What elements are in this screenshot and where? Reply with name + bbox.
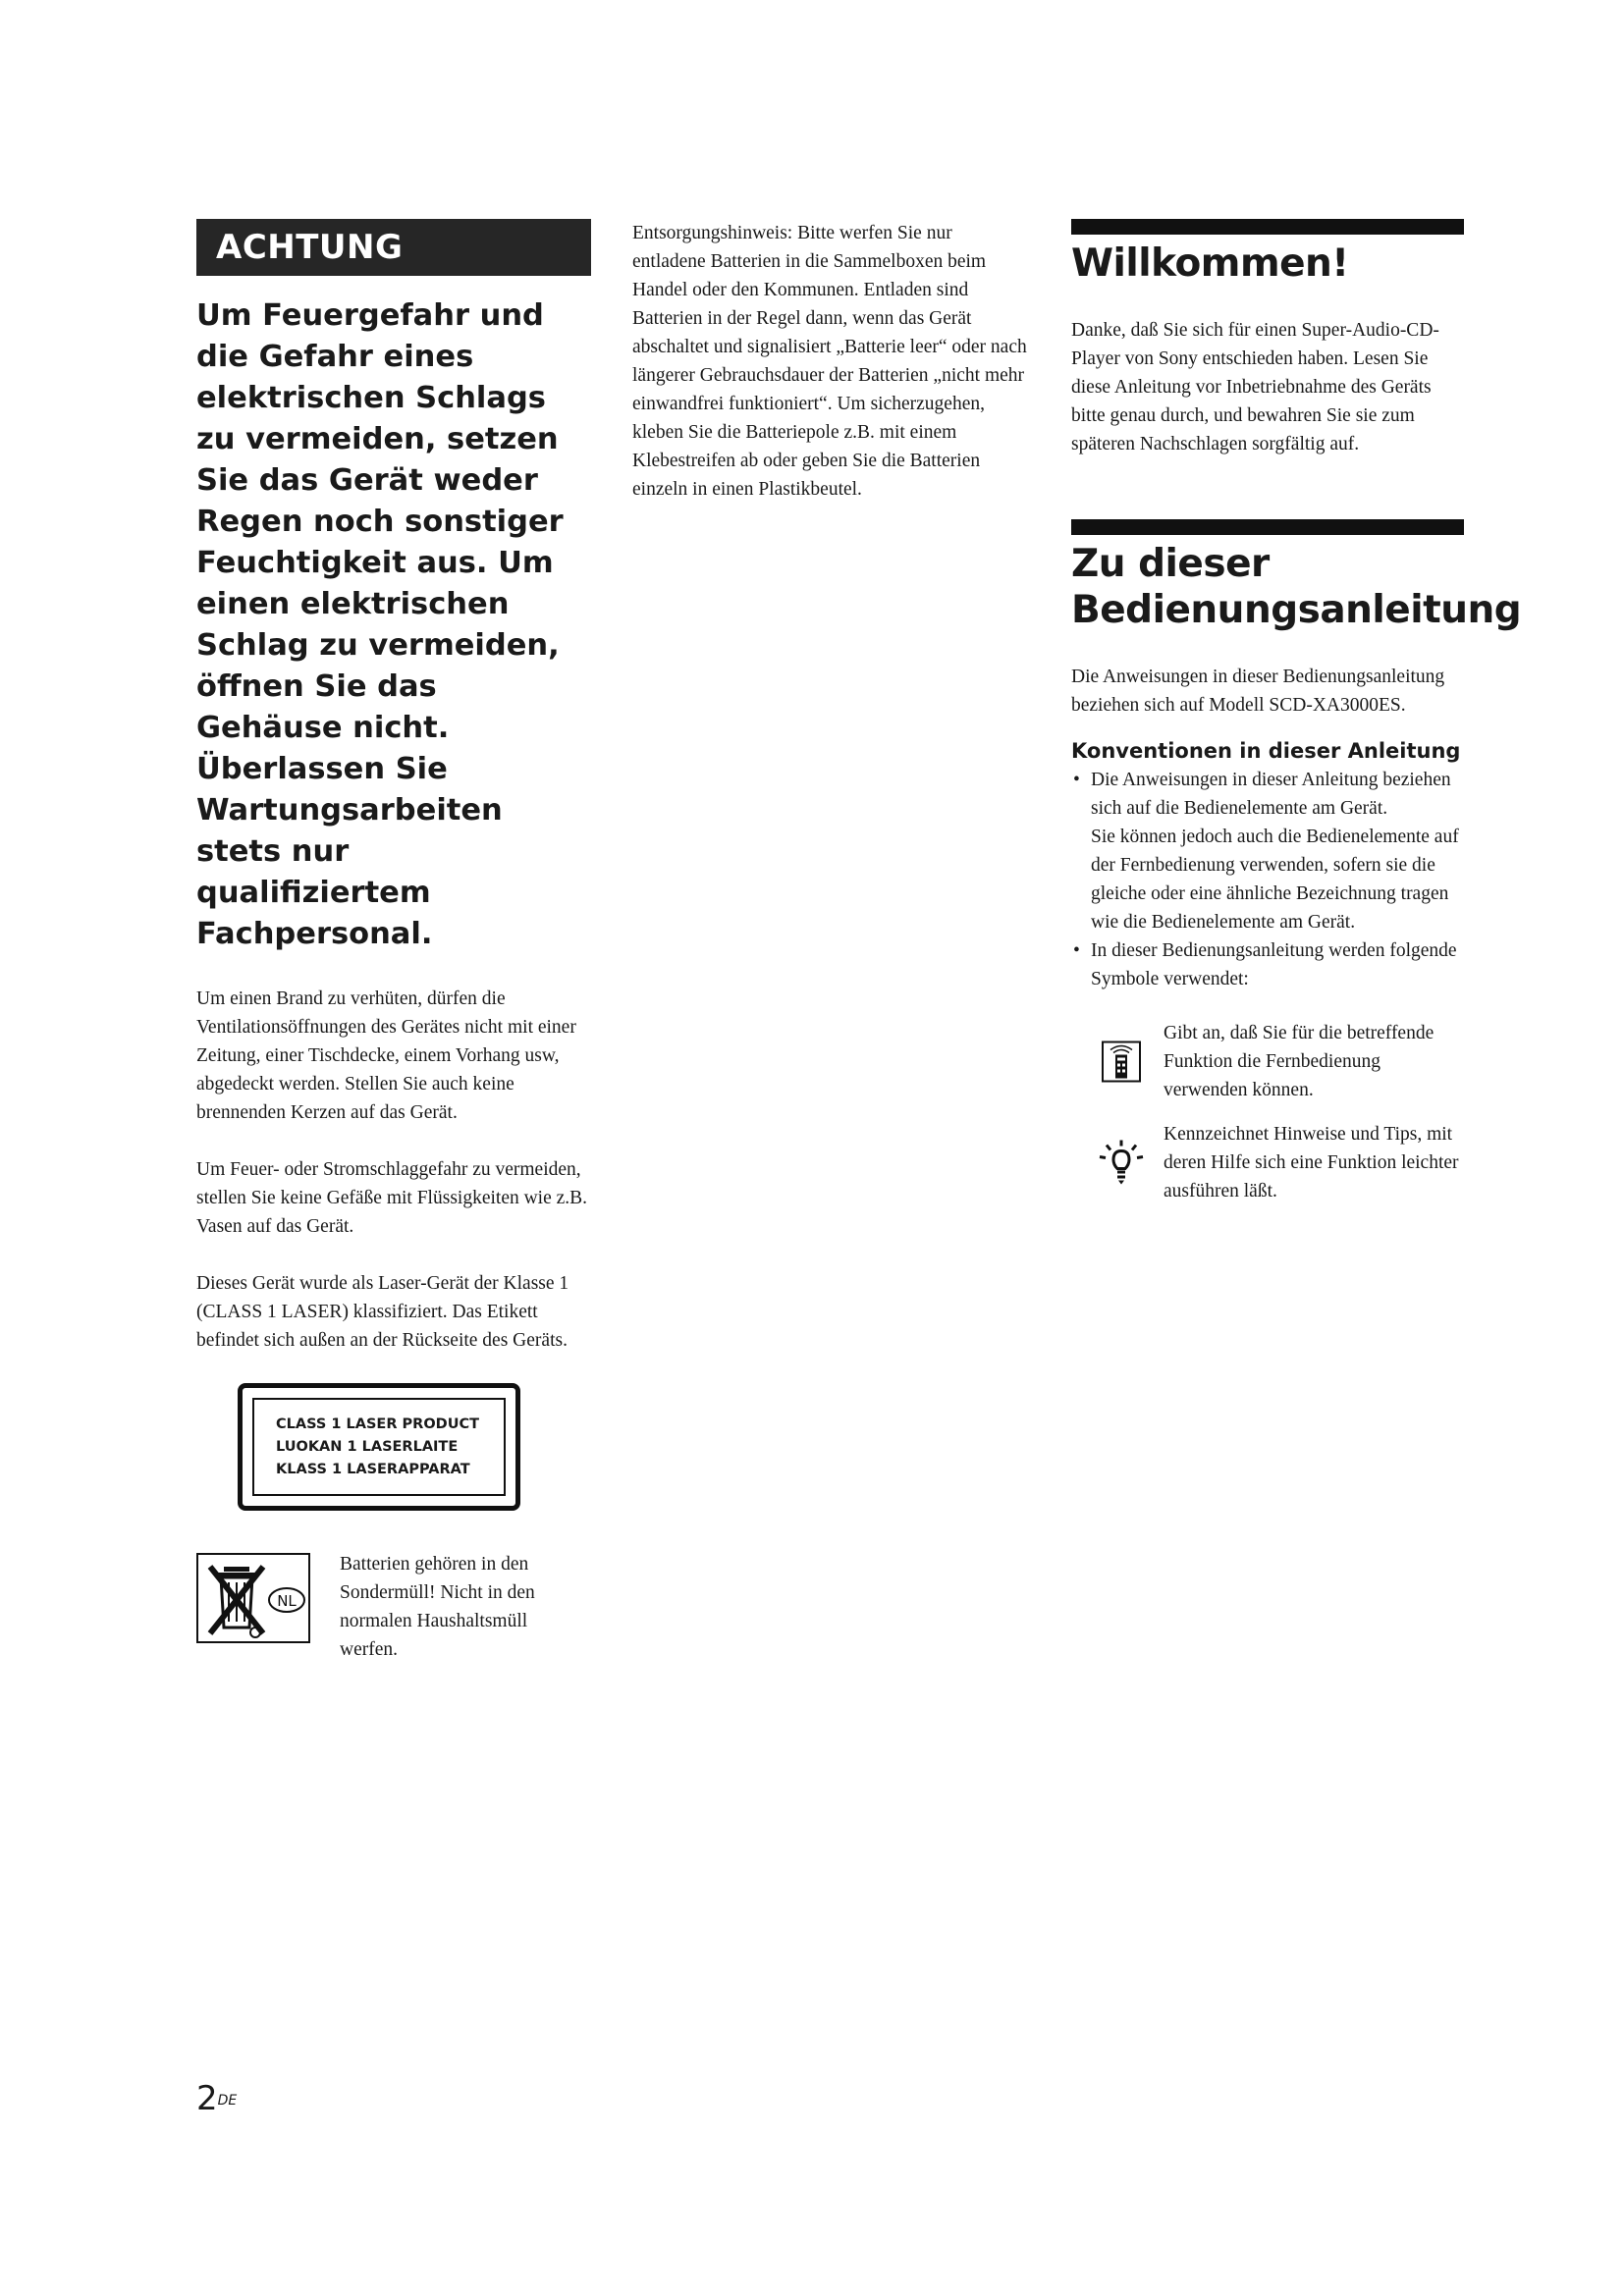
page-number-value: 2 xyxy=(196,2079,218,2118)
symbol-remote-text: Gibt an, daß Sie für die betreffende Funktion die Fernbedienung verwenden können. xyxy=(1164,1023,1435,1100)
welcome-paragraph: Danke, daß Sie sich für einen Super-Audio-CD-Player von Sony entschieden haben. Lesen Sie diese Anleitung vor Inbetriebnahme des Geräts bitte genau durch, und bewahren Sie sie zum späteren Nachschlagen sorgfältig auf. xyxy=(1071,320,1439,454)
laser-class-paragraph: Dieses Gerät wurde als Laser-Gerät der Klasse 1 (CLASS 1 LASER) klassifiziert. Das Etikett befindet sich außen an der Rückseite des Geräts. xyxy=(196,1273,569,1351)
ventilation-paragraph: Um einen Brand zu verhüten, dürfen die Ventilationsöffnungen des Gerätes nicht mit einer Zeitung, einer Tischdecke, einem Vorhang usw, abgedeckt werden. Stellen Sie auch keine brennenden Kerzen auf das Gerät. xyxy=(196,988,576,1123)
battery-text: Batterien gehören in den Sondermüll! Nicht in den normalen Haushaltsmüll werfen. xyxy=(340,1554,535,1660)
welcome-heading: Willkommen! xyxy=(1071,241,1349,286)
achtung-heading: ACHTUNG xyxy=(196,219,591,276)
list-item xyxy=(1071,766,1464,936)
laser-label-line: LUOKAN 1 LASERLAITE xyxy=(276,1439,459,1455)
about-heading-line: Bedienungsanleitung xyxy=(1071,588,1522,632)
list-item: • In dieser Bedienungsanleitung werden folgende Symbole verwendet: xyxy=(1071,936,1464,993)
disposal-paragraph: Entsorgungshinweis: Bitte werfen Sie nur entladene Batterien in die Sammelboxen beim Handel oder den Kommunen. Entladen sind Batterien in der Regel dann, wenn das Gerät abschaltet und signalisiert „Batterie leer“ oder nach längerer Gebrauchsdauer der Batterien „nicht mehr einwandfrei funktioniert“. Um sicherzugehen, kleben Sie die Batteriepole z.B. mit einem Klebestreifen ab oder geben Sie die Batterien einzeln in einen Plastikbeutel. xyxy=(632,223,1027,500)
remote-control-icon xyxy=(1097,1019,1146,1104)
page-number-suffix: DE xyxy=(217,2093,238,2109)
column-left xyxy=(196,219,591,1664)
bullet1-continuation: Sie können jedoch auch die Bedienelemente auf der Fernbedienung verwenden, sofern sie die gleiche oder eine ähnliche Bezeichnung tragen wie die Bedienelemente am Gerät. xyxy=(1091,827,1459,933)
laser-label-text xyxy=(252,1398,506,1496)
safety-warning: Um Feuergefahr und die Gefahr eines elektrischen Schlags zu vermeiden, setzen Sie das Gerät weder Regen noch sonstiger Feuchtigkeit aus. Um einen elektrischen Schlag zu vermeiden, öffnen Sie das Gehäuse nicht. Überlassen Sie Wartungsarbeiten stets nur qualifiziertem Fachpersonal. xyxy=(196,298,564,951)
conventions-list xyxy=(1071,766,1464,993)
symbol-tip-text: Kennzeichnet Hinweise und Tips, mit deren Hilfe sich eine Funktion leichter ausführen läßt. xyxy=(1164,1124,1459,1201)
bullet1-text: Die Anweisungen in dieser Anleitung beziehen sich auf die Bedienelemente am Gerät. xyxy=(1091,770,1451,819)
nl-badge: NL xyxy=(277,1592,297,1610)
conventions-heading: Konventionen in dieser Anleitung xyxy=(1071,739,1461,763)
laser-label xyxy=(238,1383,520,1511)
section-rule xyxy=(1071,519,1464,535)
column-middle xyxy=(632,219,1029,532)
about-paragraph: Die Anweisungen in dieser Bedienungsanleitung beziehen sich auf Modell SCD-XA3000ES. xyxy=(1071,667,1445,716)
symbol-remote-row xyxy=(1071,1019,1464,1104)
battery-disposal-notice xyxy=(196,1550,591,1664)
column-right xyxy=(1071,219,1522,1205)
liquid-paragraph: Um Feuer- oder Stromschlaggefahr zu vermeiden, stellen Sie keine Gefäße mit Flüssigkeiten wie z.B. Vasen auf das Gerät. xyxy=(196,1159,588,1237)
about-heading-line: Zu dieser xyxy=(1071,542,1270,586)
page-number xyxy=(196,2079,237,2118)
laser-label-line: CLASS 1 LASER PRODUCT xyxy=(276,1416,480,1432)
crossed-bin-icon xyxy=(196,1553,310,1643)
about-heading xyxy=(1071,541,1522,633)
symbol-tip-row xyxy=(1071,1120,1464,1205)
section-rule xyxy=(1071,219,1464,235)
laser-label-line: KLASS 1 LASERAPPARAT xyxy=(276,1462,470,1477)
lightbulb-tip-icon xyxy=(1097,1120,1146,1205)
